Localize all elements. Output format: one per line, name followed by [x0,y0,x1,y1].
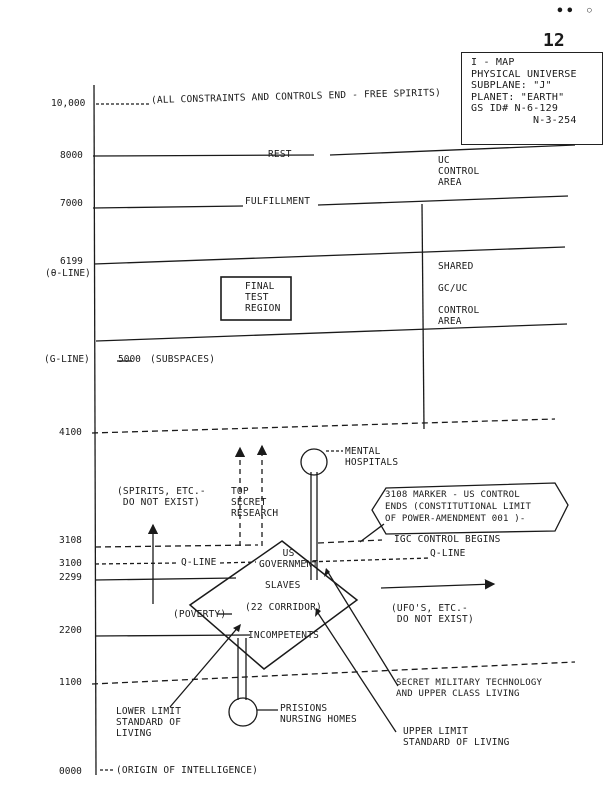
final-test-label: FINAL TEST REGION [245,281,281,314]
line-7000-left [93,206,243,208]
line-3100 [95,563,177,564]
mental-hospitals-label: MENTAL HOSPITALS [345,446,399,468]
level-2200: 2200 [59,625,82,636]
spirits-label: (SPIRITS, ETC.- DO NOT EXIST) [117,486,206,508]
shared-control-label: SHARED GC/UC CONTROL AREA [438,261,480,327]
level-0000: 0000 [59,766,82,777]
uc-control-label: UC CONTROL AREA [438,155,480,188]
line-7000-right [318,196,568,205]
id-line-3: SUBPLANE: "J" [471,80,552,91]
free-spirits-label: (ALL CONSTRAINTS AND CONTROLS END - FREE SPIRITS) [150,87,442,106]
secret-military-label: SECRET MILITARY TECHNOLOGY AND UPPER CLASS LIVING [396,678,543,699]
level-1100: 1100 [59,677,82,688]
prisons-circle [229,698,257,726]
level-6199: 6199 [60,256,83,267]
corridor-label: (22 CORRIDOR) [245,602,322,613]
level-10000: 10,000 [51,98,86,109]
page-number: 12 [543,30,565,51]
origin-label: (ORIGIN OF INTELLIGENCE) [116,765,259,776]
poverty-label: (POVERTY) [173,609,227,620]
gc-control-begins-label: IGC CONTROL BEGINS [394,534,501,545]
line-6199 [94,247,565,264]
id-line-6: N-3-254 [533,114,577,126]
vertical-axis [94,85,96,775]
us-government-label: US GOVERNMENT [259,548,319,570]
line-4100 [92,419,555,433]
id-line-4: PLANET: "EARTH" [471,91,565,103]
level-8000: 8000 [60,150,83,161]
line-3108 [95,545,258,547]
subspaces-label: (SUBSPACES) [150,354,216,365]
rest-label: REST [268,149,292,160]
line-2299 [95,578,236,580]
level-7000: 7000 [60,198,83,209]
top-secret-label: TOP SECRET RESEARCH [231,486,279,519]
level-3108: 3108 [59,535,82,546]
marker-3108-label: 3108 MARKER - US CONTROL ENDS (CONSTITUTIONAL LIMIT OF POWER-AMENDMENT 001 )- [385,490,532,524]
line-lower-5000 [96,324,567,341]
incompetents-label: INCOMPETENTS [248,630,320,641]
q-line-right-label: Q-LINE [430,548,466,559]
mental-hospitals-circle [301,449,327,475]
line-8000-right [330,145,575,155]
id-line-1: I - MAP [471,57,515,68]
uc-area-divider [422,204,424,429]
q-line-left-label: Q-LINE [181,557,217,568]
upper-limit-label: UPPER LIMIT STANDARD OF LIVING [403,726,510,748]
level-theta-line: (θ-LINE) [45,268,91,279]
level-3100: 3100 [59,558,82,569]
level-4100: 4100 [59,427,82,438]
lower-limit-label: LOWER LIMIT STANDARD OF LIVING [116,706,182,739]
level-5000: 5000 [118,354,141,365]
ufos-label: (UFO'S, ETC.- DO NOT EXIST) [391,603,474,625]
fulfillment-label: FULFILLMENT [245,196,311,207]
slaves-label: SLAVES [265,580,301,591]
id-line-5: GS ID# N-6-129 [471,103,559,114]
corner-mark: •• ◦ [556,4,596,19]
level-g-line: (G-LINE) [44,354,90,365]
prisons-label: PRISIONS NURSING HOMES [280,703,357,725]
level-2299: 2299 [59,572,82,583]
id-line-2: PHYSICAL UNIVERSE [471,68,577,80]
